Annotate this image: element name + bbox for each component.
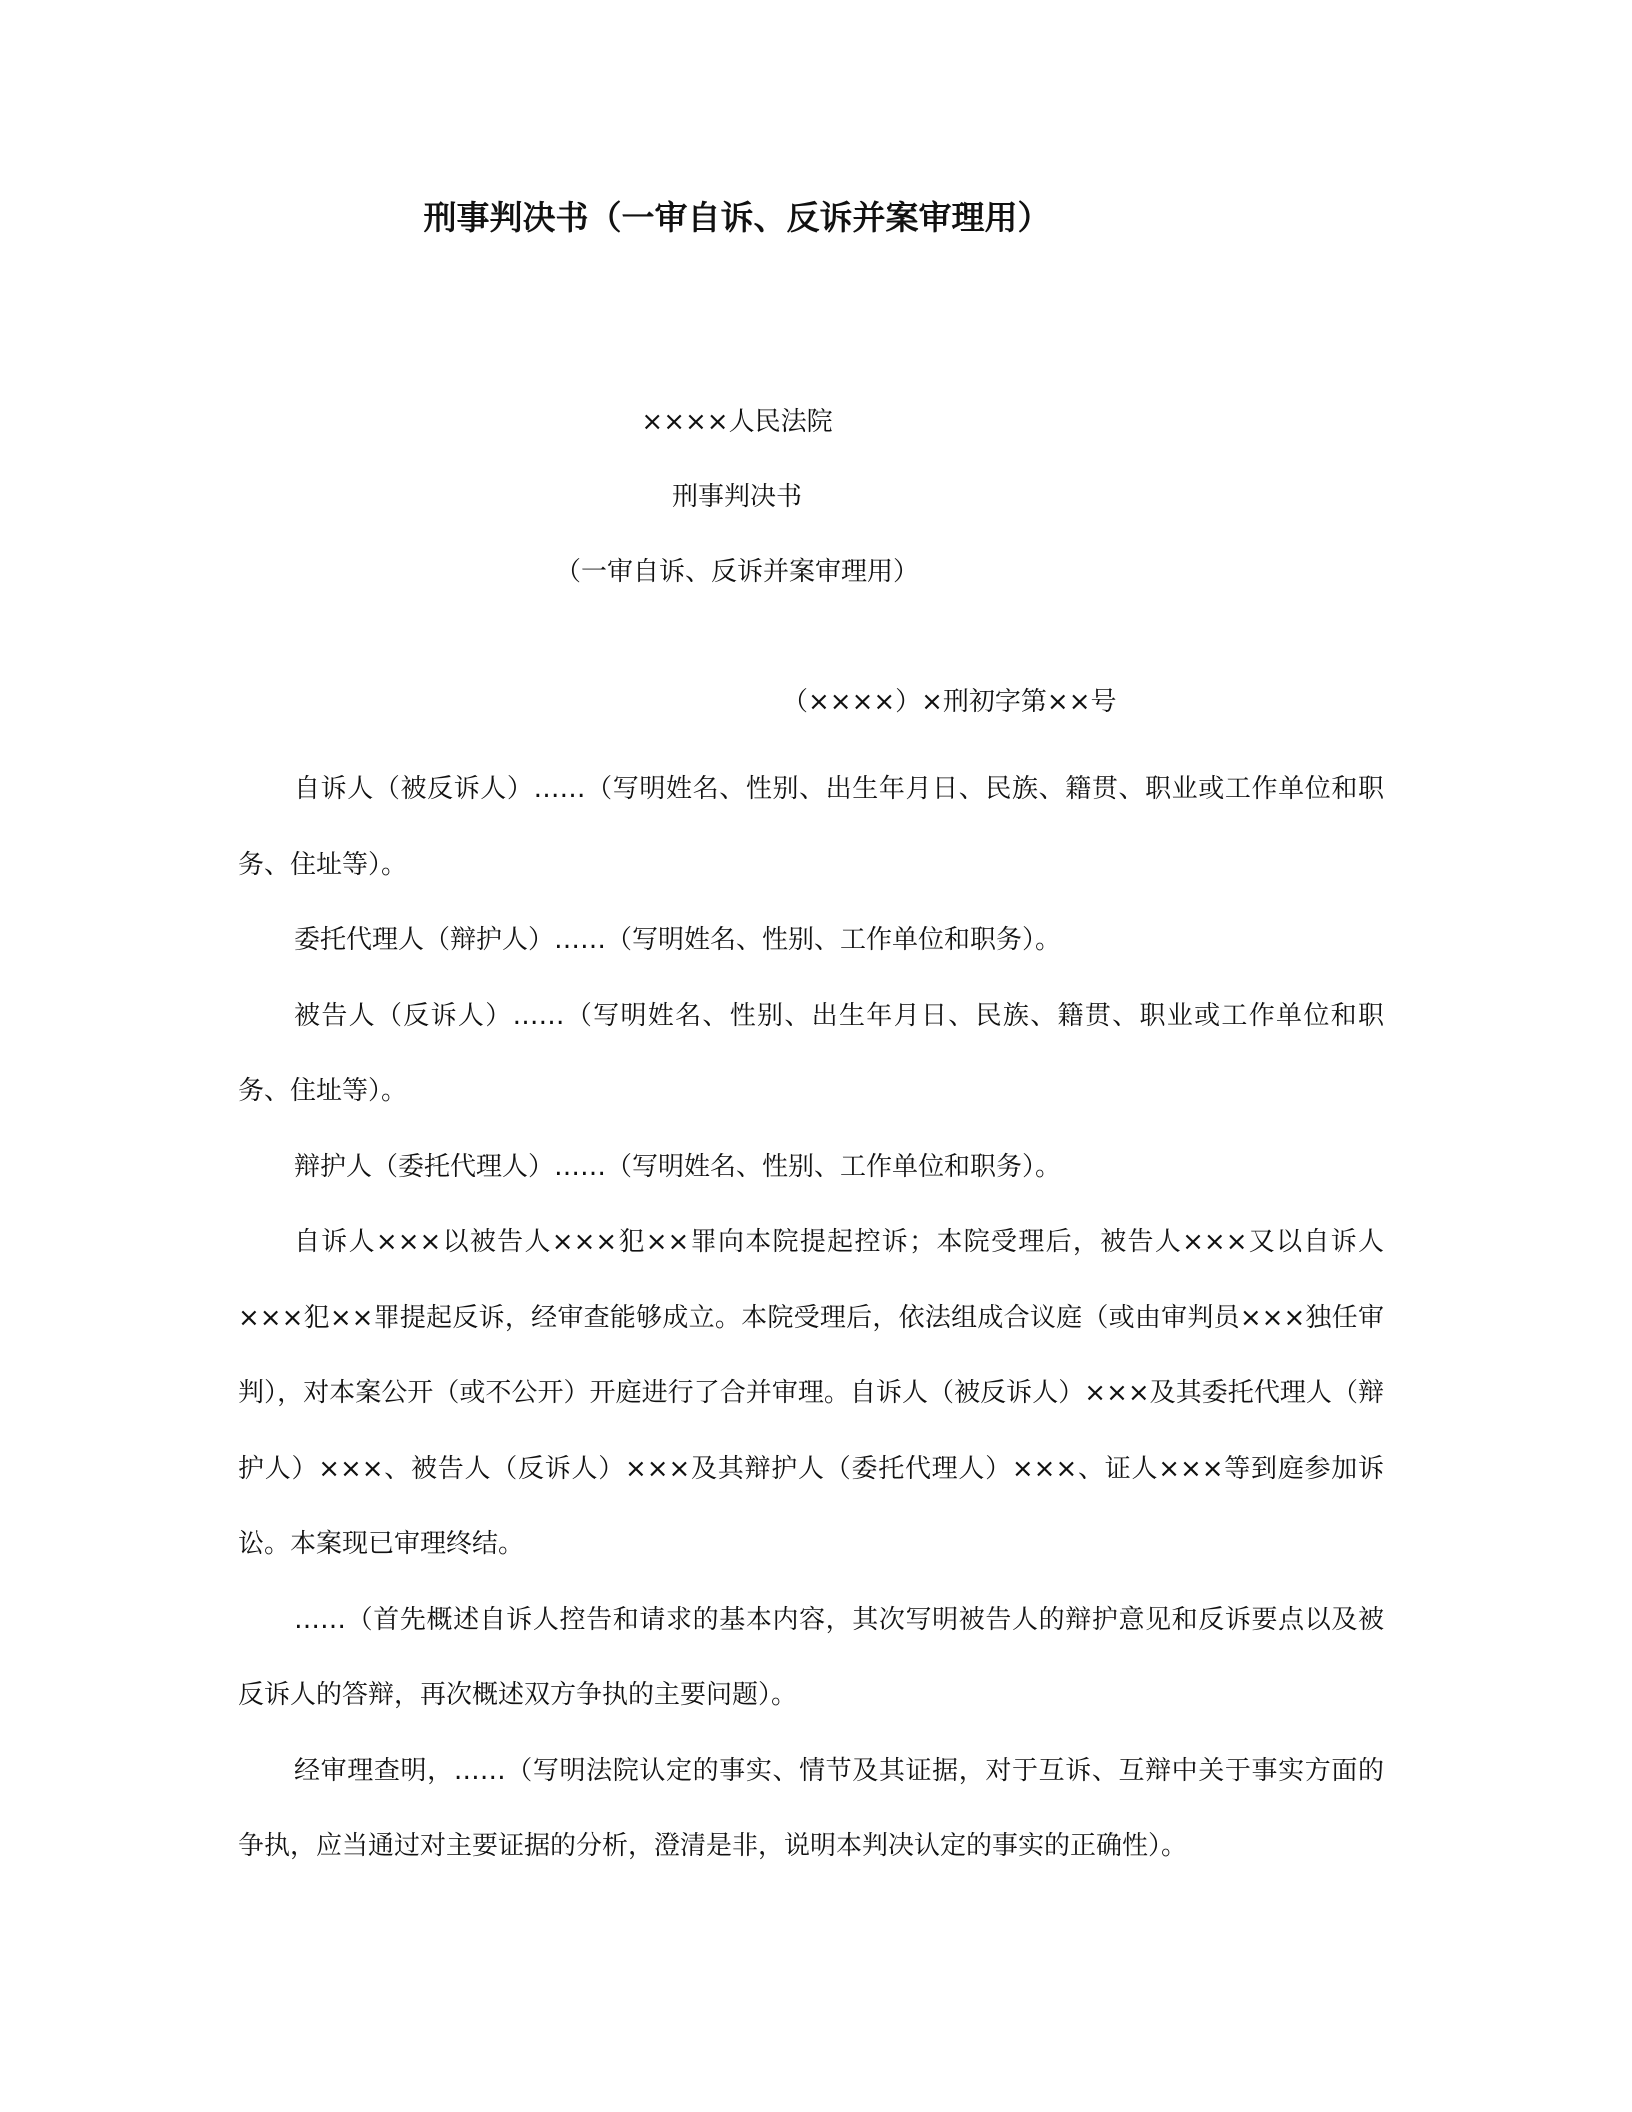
paragraph-procedure: 自诉人×××以被告人×××犯××罪向本院提起控诉；本院受理后，被告人×××又以自诉人×××犯××罪提起反诉，经审查能够成立。本院受理后，依法组成合议庭（或由审判员×××独任审判），对本案公开（或不公开）开庭进行了合并审理。自诉人（被反诉人）×××及其委托代理人（辩护人）×××、被告人（反诉人）×××及其辩护人（委托代理人）×××、证人×××等到庭参加诉讼。本案现已审理终结。 [238,1227,1384,1559]
case-number: （××××）×刑初字第××号 [782,687,1117,717]
paragraph-defendant: 被告人（反诉人）……（写明姓名、性别、出生年月日、民族、籍贯、职业或工作单位和职务、住址等）。 [238,1000,1384,1106]
court-name: ××××人民法院 [641,407,833,437]
paragraph-findings: 经审理查明，……（写明法院认定的事实、情节及其证据，对于互诉、互辩中关于事实方面的争执，应当通过对主要证据的分析，澄清是非，说明本判决认定的事实的正确性）。 [238,1755,1384,1861]
paragraph-private-prosecutor: 自诉人（被反诉人）……（写明姓名、性别、出生年月日、民族、籍贯、职业或工作单位和职务、住址等）。 [238,774,1384,880]
paragraph-agent: 委托代理人（辩护人）……（写明姓名、性别、工作单位和职务）。 [294,925,1062,955]
paragraph-summary: ……（首先概述自诉人控告和请求的基本内容，其次写明被告人的辩护意见和反诉要点以及被反诉人的答辩，再次概述双方争执的主要问题）。 [238,1604,1384,1710]
document-subtype: （一审自诉、反诉并案审理用） [554,557,919,587]
document-type: 刑事判决书 [671,482,802,512]
document-title: 刑事判决书（一审自诉、反诉并案审理用） [423,198,1051,237]
document-body [238,752,1384,1885]
paragraph-defender: 辩护人（委托代理人）……（写明姓名、性别、工作单位和职务）。 [294,1151,1062,1182]
